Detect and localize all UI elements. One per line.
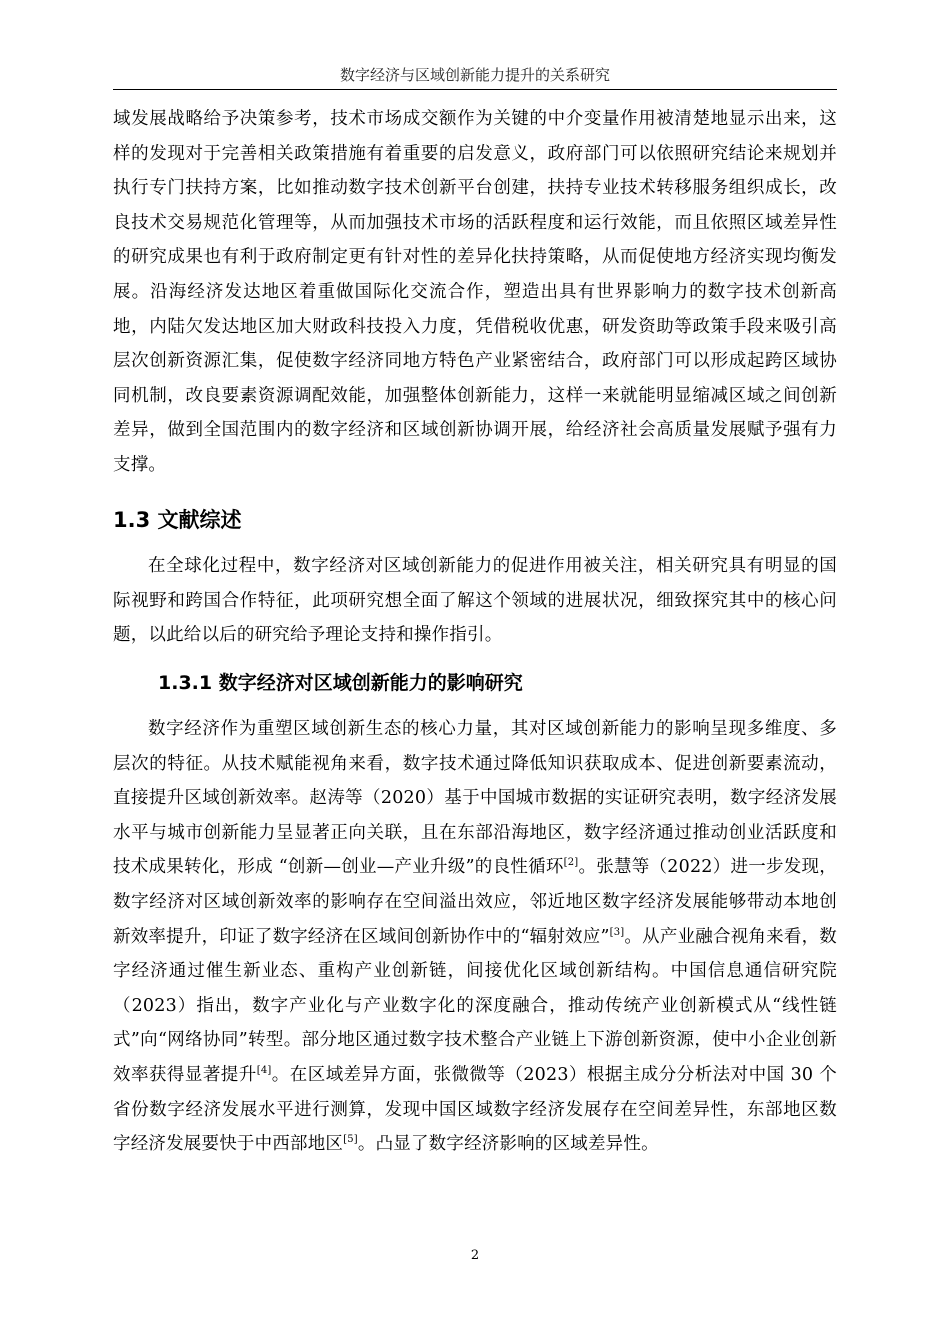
running-header: 数字经济与区域创新能力提升的关系研究 — [339, 66, 610, 84]
page-number: 2 — [470, 1248, 480, 1263]
citation-ref: [3] — [609, 926, 625, 938]
section-heading-1-3: 1.3 文献综述 — [113, 508, 242, 532]
paragraph-text: 域发展战略给予决策参考，技术市场成交额作为关键的中介变量作用被清楚地显示出来，这样的发现对于完善相关政策措施有着重要的启发意义，政府部门可以依照研究结论来规划并执行专门扶持方案，比如推动数字技术创新平台创建，扶持专业技术转移服务组织成长，改良技术交易规范化管理等，从而加强技术市场的活跃程度和运行效能，而且依照区域差异性的研究成果也有利于政府制定更有针对性的差异化扶持策略，从而促使地方经济实现均衡发展。沿海经济发达地区着重做国际化交流合作，塑造出具有世界影响力的数字技术创新高地，内陆欠发达地区加大财政科技投入力度，凭借税收优惠，研发资助等政策手段来吸引高层次创新资源汇集，促使数字经济同地方特色产业紧密结合，政府部门可以形成起跨区域协同机制，改良要素资源调配效能，加强整体创新能力，这样一来就能明显缩减区域之间创新差异，做到全国范围内的数字经济和区域创新协调开展，给经济社会高质量发展赋予强有力支撑。 — [113, 109, 837, 475]
paragraph-digital-economy-impact — [113, 712, 837, 1162]
paragraph-continued — [113, 102, 837, 483]
paragraph-text: 在全球化过程中，数字经济对区域创新能力的促进作用被关注，相关研究具有明显的国际视野和跨国合作特征，此项研究想全面了解这个领域的进展状况，细致探究其中的核心问题，以此给以后的研究给予理论支持和操作指引。 — [113, 556, 837, 646]
text-segment: 数字经济作为重塑区域创新生态的核心力量，其对区域创新能力的影响呈现多维度、多层次的特征。从技术赋能视角来看，数字技术通过降低知识获取成本、促进创新要素流动，直接提升区域创新效率。赵涛等（2020）基于中国城市数据的实证研究表明，数字经济发展水平与城市创新能力呈显著正向关联，且在东部沿海地区，数字经济通过推动创业活跃度和技术成果转化，形成 “创新—创业—产业升级”的良性循环 — [113, 719, 837, 878]
text-segment: 。在区域差异方面，张微微等（2023）根据主成分分析法对中国 30 个省份数字经济发展水平进行测算，发现中国区域数字经济发展存在空间差异性，东部地区数字经济发展要快于中西部地区 — [113, 1064, 837, 1155]
text-segment: 。从产业融合视角来看，数字经济通过催生新业态、重构产业创新链，间接优化区域创新结构。中国信息通信研究院（2023）指出，数字产业化与产业数字化的深度融合，推动传统产业创新模式从“线性链式”向“网络协同”转型。部分地区通过数字技术整合产业链上下游创新资源，使中小企业创新效率获得显著提升 — [113, 926, 837, 1085]
text-segment: 。凸显了数字经济影响的区域差异性。 — [357, 1134, 659, 1155]
subsection-heading-1-3-1: 1.3.1 数字经济对区域创新能力的影响研究 — [158, 672, 523, 694]
paragraph-literature-review — [113, 549, 837, 653]
header-rule — [113, 89, 837, 90]
text-segment: 。张慧等（2022）进一步发现，数字经济对区域创新效率的影响存在空间溢出效应，邻近地区数字经济发展能够带动本地创新效率提升，印证了数字经济在区域间创新协作中的“辐射效应” — [113, 857, 837, 947]
citation-ref: [5] — [343, 1134, 358, 1146]
citation-ref: [2] — [563, 857, 579, 869]
paragraph-text — [113, 712, 837, 1162]
citation-ref: [4] — [256, 1065, 272, 1077]
